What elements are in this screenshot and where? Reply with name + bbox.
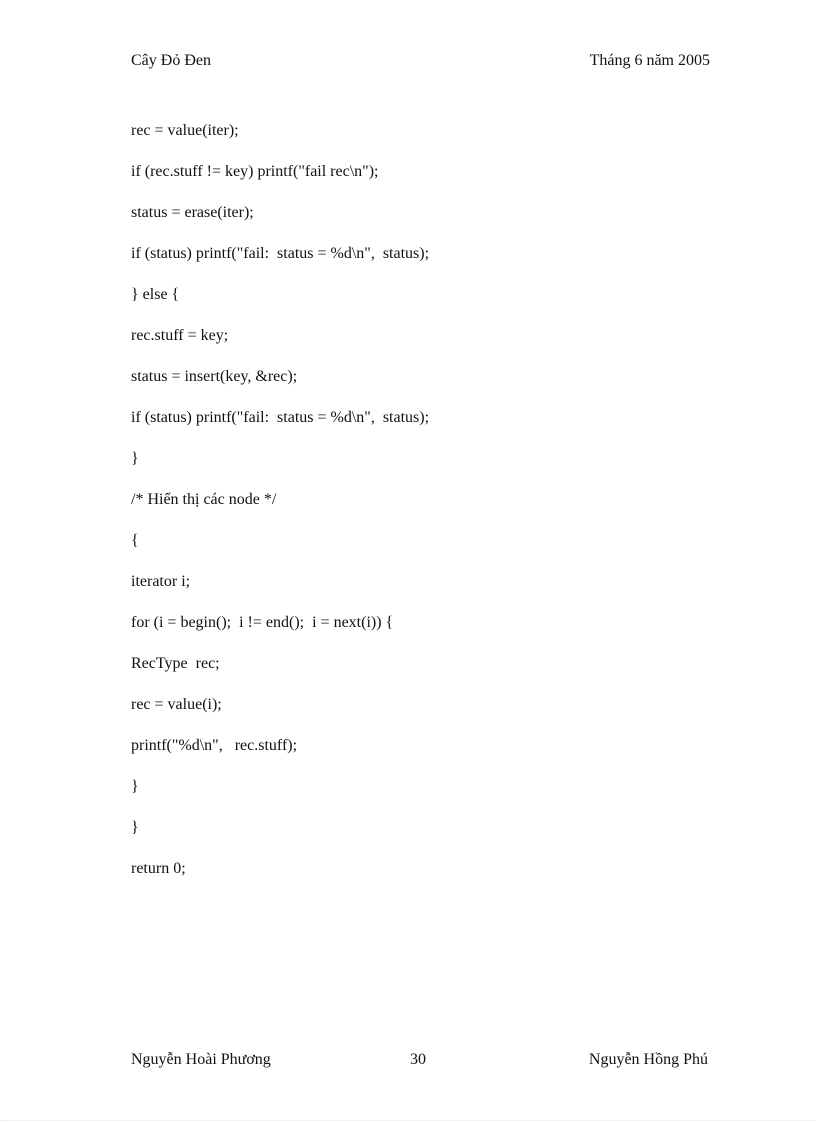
code-line: rec.stuff = key; [131, 327, 229, 344]
code-line: iterator i; [131, 573, 191, 590]
code-line: } else { [131, 286, 180, 303]
code-line: if (status) printf("fail: status = %d\n", status); [131, 409, 430, 426]
code-line: } [131, 450, 139, 467]
header-title: Cây Đỏ Đen [131, 52, 211, 69]
code-line: RecType rec; [131, 655, 220, 672]
page-bottom-divider [0, 1120, 816, 1121]
code-line: status = insert(key, &rec); [131, 368, 298, 385]
code-line: } [131, 778, 139, 795]
code-line: for (i = begin(); i != end(); i = next(i)) { [131, 614, 394, 631]
code-line: if (rec.stuff != key) printf("fail rec\n"); [131, 163, 379, 180]
header-date: Tháng 6 năm 2005 [589, 52, 710, 69]
code-listing [131, 120, 731, 899]
code-line: rec = value(iter); [131, 122, 239, 139]
code-line: rec = value(i); [131, 696, 222, 713]
code-comment-line: /* Hiển thị các node */ [131, 491, 277, 508]
page-number: 30 [410, 1051, 426, 1068]
footer-author-left: Nguyễn Hoài Phương [131, 1051, 271, 1068]
code-line: status = erase(iter); [131, 204, 254, 221]
code-line: } [131, 819, 139, 836]
code-line: { [131, 532, 139, 549]
code-line: if (status) printf("fail: status = %d\n", status); [131, 245, 430, 262]
code-line: return 0; [131, 860, 186, 877]
footer-author-right: Nguyễn Hồng Phú [588, 1051, 708, 1068]
code-line: printf("%d\n", rec.stuff); [131, 737, 298, 754]
